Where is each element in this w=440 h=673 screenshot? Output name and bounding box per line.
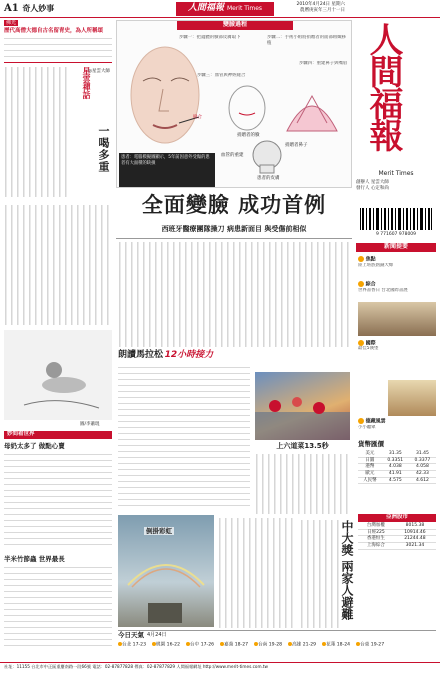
label-mouth: 縫合 <box>193 115 202 120</box>
main-article-text <box>118 242 350 347</box>
relay-hours: 12小時接力 <box>164 350 214 360</box>
fx-row <box>358 464 436 471</box>
weather-item <box>220 642 248 648</box>
footer-text: 社址：11155 台北市中正區重慶南路一段66號 電話：02-87877828 傳真：02-87877829 人間福報網址 http://www.merit-times.com.tw <box>4 664 268 669</box>
left-vertical-article <box>4 205 112 325</box>
sub-section-tag: 妙問看世界 <box>4 431 112 439</box>
header-logo-en: Merit Times <box>226 5 263 13</box>
lunar-date: 農曆庚寅年三月十一日 <box>300 8 345 13</box>
nose-graft-illustration <box>277 81 347 141</box>
weather-item <box>356 642 384 648</box>
badge: 佛光 <box>6 20 17 26</box>
page-number: A1 <box>4 3 19 14</box>
face-illustration <box>119 33 211 153</box>
rainbow-label: 倒掛彩虹 <box>146 527 172 535</box>
fx-cell-sell: 4.058 <box>409 464 436 471</box>
weather-temp: 18-24 <box>336 642 351 648</box>
weather-temp: 21-29 <box>302 642 317 648</box>
stock-cell-value: 8015.38 <box>394 523 436 529</box>
fx-row <box>358 457 436 464</box>
fx-table-body <box>358 451 436 484</box>
asia-title: 亞洲股市 <box>358 514 436 522</box>
fx-title: 貨幣匯價 <box>358 440 384 448</box>
step-1: 步驟一：把遺體的臉部皮膚取下 <box>179 35 241 40</box>
founder: 創辦人 星雲大師 <box>356 180 389 185</box>
label-face: 捐贈者的臉 <box>237 133 260 138</box>
donor-face-outline <box>217 83 277 133</box>
stock-cell-value: 3021.34 <box>394 542 436 549</box>
weather-title: 今日天氣 <box>118 631 144 640</box>
fx-cell-name: 美元 <box>358 451 382 457</box>
buddhist-column <box>4 20 112 60</box>
weather-city: 桃園 <box>156 642 167 648</box>
step-3: 步驟三：血管與神經縫合 <box>197 73 246 78</box>
header-date <box>280 2 345 16</box>
barcode-number: 9 771607 978009 <box>375 232 417 238</box>
bullet-icon <box>358 281 364 287</box>
fx-table <box>358 451 436 513</box>
column-text <box>4 37 112 57</box>
masthead-info <box>356 180 436 206</box>
page-header-left <box>4 3 114 16</box>
summary-item-1[interactable] <box>358 256 436 277</box>
stock-row <box>358 529 436 536</box>
story-1 <box>4 442 112 552</box>
fx-cell-buy: 0.3351 <box>382 457 409 464</box>
summary-item-4[interactable] <box>358 418 436 438</box>
publisher: 發行人 心定和尚 <box>356 186 389 191</box>
summary-item-3-label: 國際 <box>365 340 376 346</box>
right-vertical-text <box>300 520 340 628</box>
story-1-text <box>4 453 112 548</box>
fx-cell-sell: 4.612 <box>409 477 436 484</box>
fx-cell-buy: 4.038 <box>382 464 409 471</box>
header-rule <box>0 17 440 18</box>
fx-cell-sell: 42.33 <box>409 470 436 477</box>
weather-temp: 17-26 <box>200 642 215 648</box>
ink-painting <box>4 330 112 420</box>
relay-text <box>118 366 250 511</box>
stock-cell-name: 上海綜合 <box>358 542 394 549</box>
barcode <box>358 208 434 238</box>
factory-caption: 上六道菜13.5秒 <box>276 442 329 450</box>
stock-table <box>358 523 436 565</box>
label-skin: 患者的皮膚 <box>257 176 280 181</box>
weather-city: 花蓮 <box>326 642 337 648</box>
factory-photo-art <box>255 372 350 440</box>
weather-item <box>322 642 350 648</box>
summary-item-1-label: 焦點 <box>365 256 376 263</box>
bullet-icon <box>358 418 364 424</box>
fx-cell-buy: 41.91 <box>382 470 409 477</box>
masthead-en: Merit Times <box>378 170 414 177</box>
weather-city: 嘉義 <box>224 642 235 648</box>
stock-cell-name: 台灣加權 <box>358 523 394 529</box>
stock-table-body <box>358 523 436 549</box>
fx-cell-name: 港幣 <box>358 464 382 471</box>
weather-temp: 18-27 <box>234 642 249 648</box>
weather-list <box>118 642 436 648</box>
weather-city: 台北 <box>122 642 133 648</box>
bullet-icon <box>358 340 364 346</box>
fx-table-grid <box>358 451 436 484</box>
weather-city: 台南 <box>258 642 269 648</box>
weather-item <box>152 642 180 648</box>
zen-text <box>4 67 70 197</box>
summary-item-2-label: 綜合 <box>365 281 376 288</box>
summary-item-3[interactable] <box>358 340 436 359</box>
skull-illustration <box>247 139 287 175</box>
summary-photo-2 <box>388 380 436 416</box>
summary-item-2[interactable] <box>358 281 436 336</box>
weather-city: 高雄 <box>292 642 303 648</box>
rainbow-photo <box>118 515 214 627</box>
relay-headline <box>118 350 250 364</box>
stock-cell-value: 10914.46 <box>394 529 436 536</box>
fx-cell-name: 日圓 <box>358 457 382 464</box>
stock-row <box>358 536 436 543</box>
zen-title: 一喝多重 <box>97 125 110 173</box>
story-2-text <box>4 566 112 648</box>
masthead-title: 人間福報 <box>363 22 403 150</box>
label-bone: 血管的重建 <box>221 153 244 158</box>
photo-caption: 患者：電腦模擬圖顯示，5年前因意外受傷的患者有大面積的缺損 <box>119 153 215 187</box>
fx-row <box>358 477 436 484</box>
summary-item-1-text: 陸上班族熱錢大爆 <box>358 262 394 268</box>
headline-rule <box>116 238 352 239</box>
bullet-icon <box>358 256 364 262</box>
fx-row <box>358 470 436 477</box>
summary-photo-1 <box>358 302 436 336</box>
zen-tag: 星雲禪話 <box>82 67 92 99</box>
infographic-title: 變臉過程 <box>177 21 293 30</box>
weather-date: 4月24日 <box>147 632 167 639</box>
barcode-art <box>358 208 434 230</box>
weather-item <box>186 642 214 648</box>
stock-cell-name: 日經225 <box>358 529 394 536</box>
weather-item <box>288 642 316 648</box>
section-name: 奇人妙事 <box>22 4 55 13</box>
fx-cell-sell: 31.45 <box>409 451 436 457</box>
fx-cell-buy: 31.35 <box>382 451 409 457</box>
summary-item-4-text: 小小聽眾 <box>358 424 376 430</box>
column-headline: 歷代高僧大德自古名留青史，為人所稱頌 <box>4 28 104 35</box>
vertical-headline: 中大獎 兩家人避難 <box>340 520 354 621</box>
header-logo-bar <box>176 2 274 16</box>
masthead <box>356 20 436 168</box>
relay-title: 朗讀馬拉松 <box>118 350 164 360</box>
summary-item-2-text: 世界書香日 台北國際書展 <box>358 287 408 293</box>
stock-row <box>358 542 436 549</box>
summary-item-3-text: 最佳5漢堡 <box>358 346 379 352</box>
fx-cell-sell: 0.3377 <box>409 457 436 464</box>
fx-cell-name: 歐元 <box>358 470 382 477</box>
fx-cell-name: 人民幣 <box>358 477 382 484</box>
fx-cell-buy: 4.575 <box>382 477 409 484</box>
stock-cell-value: 21244.48 <box>394 536 436 543</box>
weather-temp: 19-28 <box>268 642 283 648</box>
weather-city: 台東 <box>360 642 371 648</box>
weather-temp: 17-23 <box>132 642 147 648</box>
story-2 <box>4 555 112 650</box>
weather-temp: 16-22 <box>166 642 181 648</box>
ink-painting-art <box>4 330 112 420</box>
stock-table-grid <box>358 523 436 550</box>
weather-item <box>254 642 282 648</box>
step-4: 步驟四：重建鼻子與嘴唇 <box>299 61 348 66</box>
weather-temp: 19-27 <box>370 642 385 648</box>
stock-cell-name: 香港恒生 <box>358 536 394 543</box>
step-2: 步驟二：手術小組將捐贈者的面部組織移植 <box>267 35 347 46</box>
footer-rule <box>0 662 440 663</box>
label-nose: 捐贈者鼻子 <box>285 143 308 148</box>
story-2-title: 半米竹節蟲 世界最長 <box>4 555 65 563</box>
weather-city: 台中 <box>190 642 201 648</box>
main-headline: 全面變臉 成功首例 <box>141 192 327 217</box>
zen-talk <box>4 62 112 202</box>
story-1-title: 母奶太多了 做點心賣 <box>4 442 65 450</box>
summary-item-4-label: 德藏風雲 <box>365 418 386 425</box>
zen-byline: ◎星雲大師 <box>88 69 110 74</box>
factory-text <box>255 454 350 514</box>
main-subhead: 西班牙醫療團隊操刀 病患新面目 與受傷前相似 <box>161 225 307 233</box>
fx-row <box>358 451 436 457</box>
infographic <box>116 20 352 188</box>
header-logo: 人間福報 <box>187 3 224 14</box>
weather-bar <box>118 630 436 658</box>
summary-bar: 新聞提要 <box>356 243 436 252</box>
painting-caption: 圖/李蕭琨 <box>80 422 100 427</box>
rainbow-text <box>218 518 296 628</box>
date: 2010年4月24日 星期六 <box>296 2 345 7</box>
weather-item <box>118 642 146 648</box>
factory-photo <box>255 372 350 440</box>
